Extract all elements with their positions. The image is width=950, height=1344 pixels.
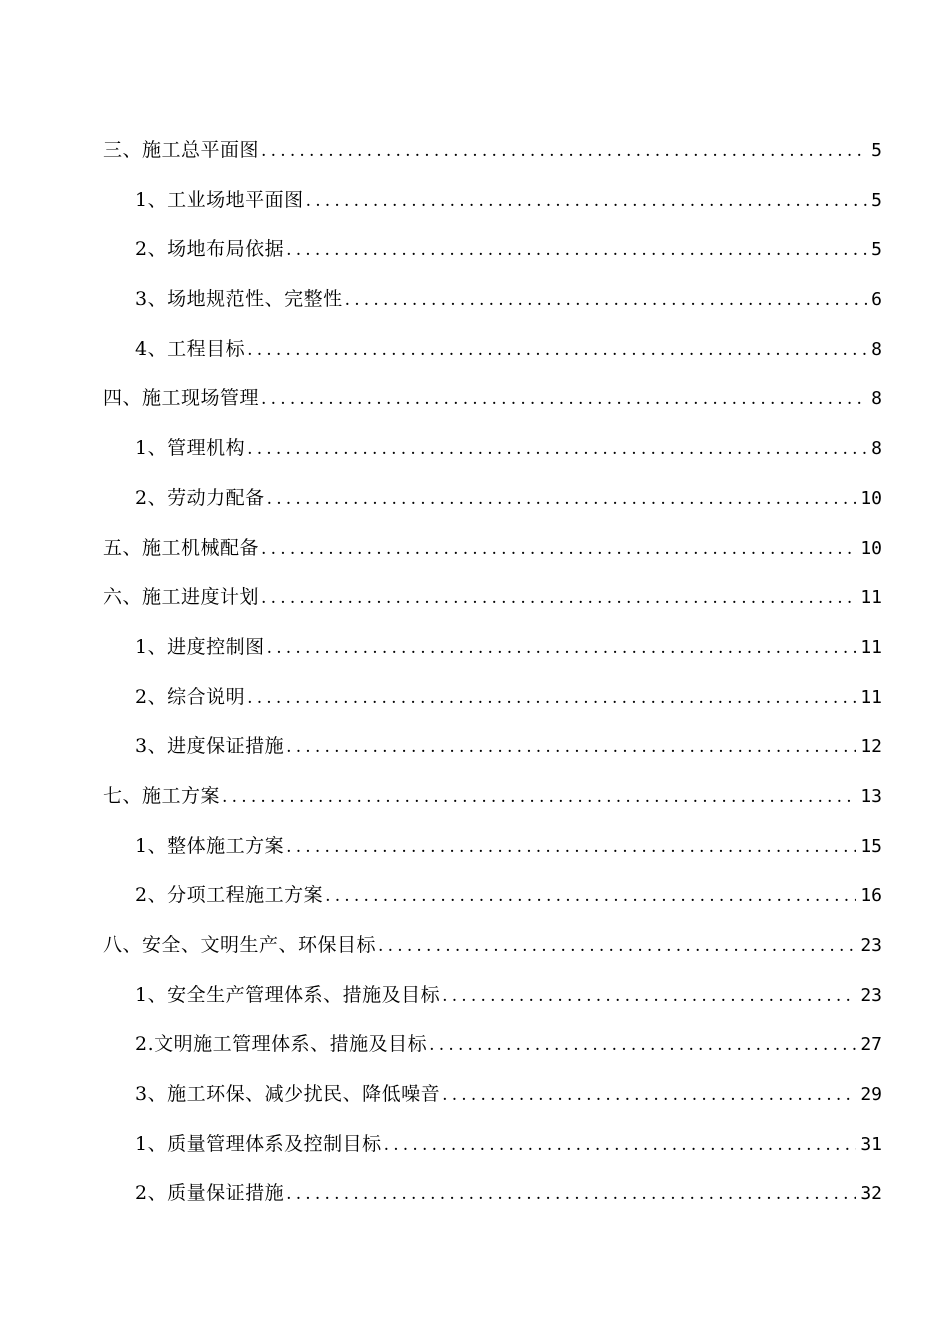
toc-dot-leader xyxy=(286,732,856,762)
toc-entry[interactable] xyxy=(0,185,950,235)
toc-entry-title: 2、综合说明 xyxy=(135,685,246,708)
toc-entry[interactable] xyxy=(0,483,950,533)
toc-dot-leader xyxy=(286,1179,856,1209)
toc-entry-title: 三、施工总平面图 xyxy=(103,139,260,161)
toc-page-number: 29 xyxy=(860,1084,882,1106)
toc-page-number: 11 xyxy=(860,587,882,609)
toc-dot-leader xyxy=(384,1130,857,1160)
toc-entry-title: 2、质量保证措施 xyxy=(135,1182,285,1205)
toc-page-number: 6 xyxy=(871,289,882,311)
toc-entry[interactable] xyxy=(0,1178,950,1228)
toc-entry[interactable] xyxy=(0,682,950,732)
toc-dot-leader xyxy=(261,384,867,414)
toc-dot-leader xyxy=(267,633,857,663)
toc-entry[interactable] xyxy=(0,980,950,1030)
toc-entry-title: 2、场地布局依据 xyxy=(135,238,285,261)
toc-entry[interactable] xyxy=(0,284,950,334)
toc-dot-leader xyxy=(429,1030,856,1060)
toc-entry-title: 1、质量管理体系及控制目标 xyxy=(135,1132,382,1155)
toc-page-number: 16 xyxy=(860,885,882,907)
toc-page-number: 8 xyxy=(871,338,882,360)
toc-page-number: 11 xyxy=(860,686,882,708)
toc-dot-leader xyxy=(286,235,867,265)
toc-entry-title: 五、施工机械配备 xyxy=(103,536,260,559)
toc-entry-title: 七、施工方案 xyxy=(103,784,221,807)
toc-page-number: 5 xyxy=(871,239,882,261)
toc-entry[interactable] xyxy=(0,781,950,831)
toc-dot-leader xyxy=(247,683,856,713)
toc-page-number: 5 xyxy=(871,140,882,161)
toc-page-number: 23 xyxy=(860,935,882,956)
toc-dot-leader xyxy=(222,782,856,812)
toc-dot-leader xyxy=(345,285,868,315)
toc-dot-leader xyxy=(378,931,856,961)
toc-entry[interactable] xyxy=(0,1129,950,1179)
toc-entry-title: 六、施工进度计划 xyxy=(103,586,260,609)
toc-entry-title: 1、工业场地平面图 xyxy=(135,188,304,211)
toc-page-number: 15 xyxy=(860,835,882,857)
toc-page-number: 32 xyxy=(860,1183,882,1205)
toc-page-number: 10 xyxy=(860,537,882,559)
toc-entry-title: 2、劳动力配备 xyxy=(135,486,265,509)
toc-page-number: 8 xyxy=(871,438,882,460)
toc-entry[interactable] xyxy=(0,135,950,185)
toc-entry[interactable] xyxy=(0,880,950,930)
toc-dot-leader xyxy=(325,881,856,911)
toc-entry[interactable] xyxy=(0,383,950,433)
toc-page-number: 23 xyxy=(860,984,882,1006)
toc-entry-title: 四、施工现场管理 xyxy=(103,387,260,410)
toc-page-number: 8 xyxy=(871,388,882,410)
toc-entry-title: 2、分项工程施工方案 xyxy=(135,884,324,907)
toc-dot-leader xyxy=(247,335,867,365)
toc-entry[interactable] xyxy=(0,433,950,483)
table-of-contents xyxy=(0,135,950,1228)
toc-entry-title: 4、工程目标 xyxy=(135,337,246,360)
toc-dot-leader xyxy=(247,434,867,464)
toc-entry-title: 2.文明施工管理体系、措施及目标 xyxy=(135,1033,428,1056)
toc-entry-title: 1、安全生产管理体系、措施及目标 xyxy=(135,983,441,1006)
toc-entry-title: 3、施工环保、减少扰民、降低噪音 xyxy=(135,1083,441,1106)
toc-entry[interactable] xyxy=(0,1029,950,1079)
toc-entry[interactable] xyxy=(0,831,950,881)
toc-entry-title: 1、管理机构 xyxy=(135,437,246,460)
toc-page-number: 13 xyxy=(860,785,882,807)
toc-page-number: 27 xyxy=(860,1034,882,1056)
toc-entry[interactable] xyxy=(0,1079,950,1129)
toc-dot-leader xyxy=(267,484,857,514)
toc-entry[interactable] xyxy=(0,731,950,781)
toc-entry-title: 3、进度保证措施 xyxy=(135,735,285,758)
toc-dot-leader xyxy=(286,832,856,862)
toc-entry-title: 八、安全、文明生产、环保目标 xyxy=(103,934,377,956)
toc-page-number: 31 xyxy=(860,1133,882,1155)
toc-dot-leader xyxy=(442,1080,856,1110)
toc-dot-leader xyxy=(261,583,856,613)
toc-page-number: 10 xyxy=(860,487,882,509)
toc-dot-leader xyxy=(261,136,867,166)
toc-entry[interactable] xyxy=(0,582,950,632)
toc-entry-title: 1、整体施工方案 xyxy=(135,834,285,857)
toc-page-number: 12 xyxy=(860,736,882,758)
toc-entry[interactable] xyxy=(0,930,950,980)
toc-dot-leader xyxy=(261,534,856,564)
toc-entry[interactable] xyxy=(0,533,950,583)
toc-dot-leader xyxy=(306,186,868,216)
toc-entry-title: 3、场地规范性、完整性 xyxy=(135,288,343,311)
toc-entry[interactable] xyxy=(0,334,950,384)
toc-dot-leader xyxy=(442,981,856,1011)
toc-page-number: 11 xyxy=(860,636,882,658)
toc-entry[interactable] xyxy=(0,632,950,682)
toc-entry-title: 1、进度控制图 xyxy=(135,635,265,658)
toc-page-number: 5 xyxy=(871,189,882,211)
toc-entry[interactable] xyxy=(0,234,950,284)
